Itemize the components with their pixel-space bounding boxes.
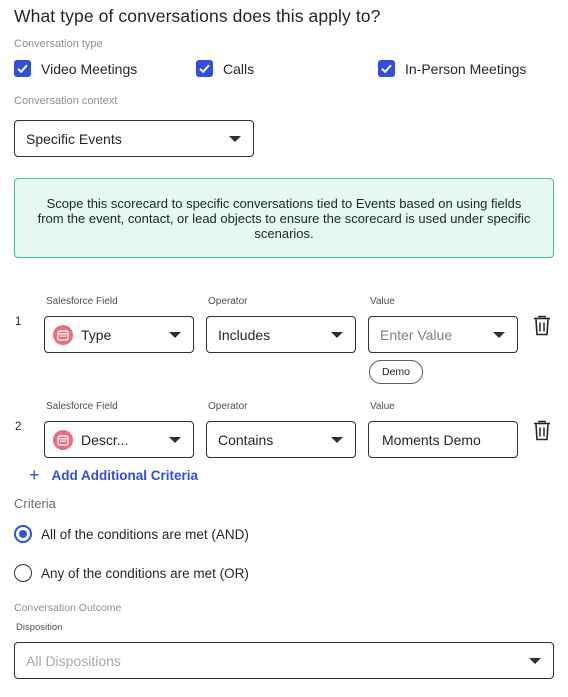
salesforce-field-select[interactable] bbox=[44, 316, 194, 353]
value-text: Moments Demo bbox=[382, 431, 481, 448]
salesforce-field-label: Salesforce Field bbox=[46, 296, 118, 307]
disposition-label: Disposition bbox=[16, 622, 63, 633]
criteria-row-number: 2 bbox=[15, 421, 22, 433]
value-select[interactable] bbox=[368, 316, 518, 353]
value-chip[interactable] bbox=[369, 360, 423, 384]
radio-button[interactable] bbox=[14, 564, 32, 582]
salesforce-field-select[interactable] bbox=[44, 421, 194, 458]
select-value: Includes bbox=[218, 326, 271, 343]
chevron-down-icon bbox=[529, 658, 541, 664]
value-label: Value bbox=[370, 296, 395, 307]
checkbox-label: Calls bbox=[223, 60, 255, 77]
value-input[interactable] bbox=[368, 421, 518, 458]
conversation-type-label: Conversation type bbox=[14, 38, 103, 50]
info-text: Scope this scorecard to specific conversations tied to Events based on using fields from the event, contact, or lead objects to ensure the scorecard is used under specific scenarios. bbox=[37, 195, 531, 241]
radio-button[interactable] bbox=[14, 525, 32, 543]
criteria-row-number: 1 bbox=[15, 316, 22, 328]
salesforce-field-label: Salesforce Field bbox=[46, 401, 118, 412]
radio-all-conditions[interactable] bbox=[14, 525, 249, 543]
chevron-down-icon bbox=[331, 437, 343, 443]
operator-select[interactable] bbox=[206, 421, 356, 458]
page-title: What type of conversations does this apply to? bbox=[14, 6, 381, 26]
trash-icon[interactable] bbox=[531, 313, 553, 337]
chevron-down-icon bbox=[169, 332, 181, 338]
chevron-down-icon bbox=[169, 437, 181, 443]
operator-select[interactable] bbox=[206, 316, 356, 353]
add-criteria-button[interactable] bbox=[29, 466, 198, 484]
info-banner bbox=[14, 178, 554, 258]
operator-label: Operator bbox=[208, 401, 248, 412]
disposition-placeholder: All Dispositions bbox=[26, 652, 121, 669]
chevron-down-icon bbox=[331, 332, 343, 338]
check-icon[interactable] bbox=[196, 60, 213, 77]
check-icon[interactable] bbox=[378, 60, 395, 77]
select-value: Descr... bbox=[81, 431, 129, 448]
select-value: Specific Events bbox=[26, 130, 122, 147]
checkbox-in-person-meetings[interactable] bbox=[378, 60, 526, 77]
radio-label: Any of the conditions are met (OR) bbox=[41, 565, 249, 581]
check-icon[interactable] bbox=[14, 60, 31, 77]
plus-icon: + bbox=[29, 465, 40, 485]
value-label: Value bbox=[370, 401, 395, 412]
radio-any-condition[interactable] bbox=[14, 564, 249, 582]
conversation-context-label: Conversation context bbox=[14, 95, 118, 107]
calendar-icon bbox=[53, 325, 73, 345]
checkbox-video-meetings[interactable] bbox=[14, 60, 137, 77]
conversation-context-select[interactable] bbox=[14, 120, 254, 157]
checkbox-calls[interactable] bbox=[196, 60, 254, 77]
add-criteria-label: Add Additional Criteria bbox=[51, 467, 199, 483]
select-value: Type bbox=[81, 326, 112, 343]
conversation-outcome-label: Conversation Outcome bbox=[14, 602, 122, 614]
checkbox-label: Video Meetings bbox=[41, 60, 138, 77]
operator-label: Operator bbox=[208, 296, 248, 307]
trash-icon[interactable] bbox=[531, 418, 553, 442]
criteria-label: Criteria bbox=[14, 496, 56, 511]
chip-label: Demo bbox=[382, 366, 411, 378]
calendar-icon bbox=[53, 430, 73, 450]
value-placeholder: Enter Value bbox=[380, 326, 453, 343]
chevron-down-icon bbox=[493, 332, 505, 338]
disposition-select[interactable] bbox=[14, 642, 554, 679]
chevron-down-icon bbox=[229, 136, 241, 142]
radio-label: All of the conditions are met (AND) bbox=[41, 526, 249, 542]
checkbox-label: In-Person Meetings bbox=[405, 60, 527, 77]
select-value: Contains bbox=[218, 431, 274, 448]
